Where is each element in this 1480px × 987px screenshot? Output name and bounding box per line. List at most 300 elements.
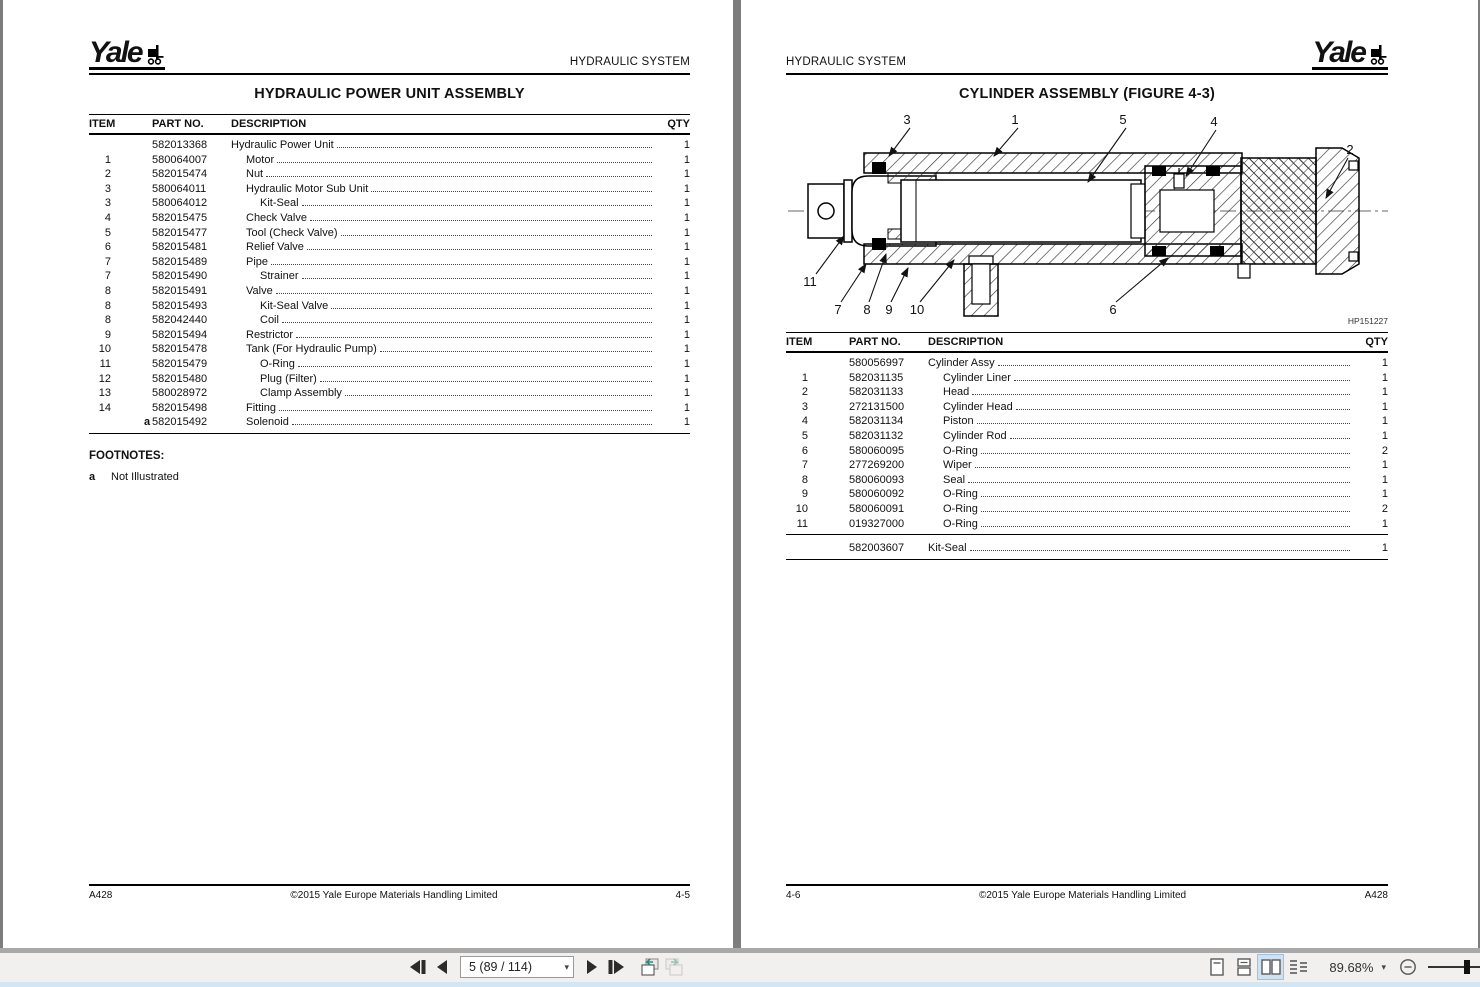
description-text: Solenoid: [246, 416, 289, 429]
cell-qty: 1: [683, 197, 690, 210]
brand-text: Yale: [1312, 36, 1365, 69]
dot-leader: [371, 182, 652, 192]
brand-text: Yale: [89, 36, 142, 69]
zoom-slider[interactable]: [1428, 955, 1480, 979]
cell-part-number: 580064012: [152, 197, 208, 210]
cell-part-number: 582031133: [849, 386, 904, 399]
footnotes-title: FOOTNOTES:: [89, 449, 165, 462]
description-text: Cylinder Assy: [928, 357, 995, 369]
dot-leader: [302, 269, 652, 279]
cell-part-number: 580064007: [152, 153, 208, 166]
cell-description: [928, 385, 1358, 400]
cell-item: 5: [104, 226, 111, 239]
cell-description: [928, 473, 1358, 488]
cell-description: [928, 400, 1358, 415]
dot-leader: [981, 444, 1350, 454]
cell-qty: 1: [683, 357, 690, 370]
page-number-field[interactable]: [460, 956, 574, 978]
dot-leader: [298, 357, 652, 367]
table-body: [786, 353, 1388, 556]
page-header: [89, 0, 690, 75]
table-row: [89, 386, 690, 401]
cell-qty: 1: [683, 168, 690, 181]
cell-description: [928, 517, 1358, 532]
cell-part-number: 582031132: [849, 429, 904, 442]
forklift-icon: [1368, 43, 1388, 65]
continuous-view-button[interactable]: [1231, 955, 1256, 979]
cell-qty: 1: [683, 343, 690, 356]
dot-leader: [331, 299, 652, 309]
cell-part-number: 582015493: [152, 299, 208, 312]
table-row: [786, 371, 1388, 386]
cell-qty: 1: [1381, 386, 1388, 399]
cell-qty: 1: [1381, 473, 1388, 486]
cell-item: 2: [801, 386, 808, 399]
callout-5: 5: [1119, 112, 1127, 127]
col-header-item: ITEM: [89, 118, 116, 130]
callout-8: 8: [863, 302, 871, 317]
cell-description: [928, 502, 1358, 517]
table-row: [786, 429, 1388, 444]
table-row: [89, 284, 690, 299]
page-title: HYDRAULIC POWER UNIT ASSEMBLY: [254, 86, 525, 102]
callout-2: 2: [1346, 142, 1354, 157]
cell-part-number: 580060091: [849, 502, 905, 515]
cell-qty: 2: [1381, 502, 1388, 515]
cell-item: 8: [104, 284, 111, 297]
table-row: [786, 414, 1388, 429]
description-text: Strainer: [260, 270, 299, 283]
caret-down-icon[interactable]: ▾: [1381, 961, 1386, 972]
table-row: [89, 211, 690, 226]
cell-qty: 1: [683, 299, 690, 312]
figure-code: HP151227: [1347, 316, 1388, 326]
callout-1: 1: [1011, 112, 1019, 127]
page-navigation: [406, 955, 686, 979]
col-header-part: PART NO.: [849, 336, 901, 348]
cell-item: 7: [801, 459, 808, 472]
description-text: Hydraulic Motor Sub Unit: [246, 182, 369, 195]
footer-left: A428: [89, 890, 113, 901]
cell-description: [231, 328, 660, 343]
table-row: [89, 357, 690, 372]
cell-part-number: 582031134: [849, 415, 904, 428]
table-row: [89, 167, 690, 182]
zoom-level-value[interactable]: 89.68%: [1329, 959, 1374, 975]
table-bottom-rule: [89, 433, 690, 434]
yale-logo: [1312, 36, 1388, 70]
cell-description: [231, 386, 660, 401]
cell-qty: 1: [683, 241, 690, 254]
cylinder-assembly-figure: [786, 106, 1388, 330]
dot-leader: [998, 356, 1350, 366]
cell-item: 8: [801, 473, 808, 486]
cell-qty: 1: [1381, 459, 1388, 472]
footer-right: 4-5: [675, 890, 690, 901]
description-text: Kit-Seal: [928, 542, 967, 555]
table-header-row: [786, 332, 1388, 353]
cell-part-number: 580064011: [152, 182, 207, 195]
cell-part-number: 582015474: [152, 168, 208, 181]
table-row: [786, 385, 1388, 400]
description-text: Check Valve: [246, 211, 307, 224]
footnote-key: a: [89, 470, 96, 483]
cell-item: 13: [98, 387, 111, 400]
cell-part-number: 582015494: [152, 328, 208, 341]
next-page-button[interactable]: [580, 955, 604, 979]
previous-view-button[interactable]: [638, 955, 662, 979]
cell-description: [928, 458, 1358, 473]
page-footer: [786, 884, 1388, 901]
table-row: [89, 138, 690, 153]
cell-description: [231, 372, 660, 387]
description-text: Seal: [943, 473, 966, 486]
cell-part-number: 582042440: [152, 314, 208, 327]
table-row: [89, 313, 690, 328]
cell-description: [928, 541, 1358, 556]
cell-part-number: 580056997: [849, 357, 905, 369]
description-text: O-Ring: [943, 517, 978, 530]
dot-leader: [266, 167, 652, 177]
table-row: [786, 400, 1388, 415]
description-text: Relief Valve: [246, 241, 304, 254]
cell-qty: 1: [1381, 488, 1388, 501]
dot-leader: [1014, 371, 1350, 381]
dot-leader: [282, 313, 652, 323]
cell-part-number: 582015489: [152, 255, 208, 268]
previous-page-button[interactable]: [430, 955, 454, 979]
cell-description: [928, 487, 1358, 502]
cell-qty: 1: [683, 226, 690, 239]
footnotes: [89, 450, 690, 483]
cell-item: 2: [104, 168, 111, 181]
dot-leader: [320, 372, 652, 382]
cell-qty: 1: [683, 314, 690, 327]
description-text: Nut: [246, 168, 264, 181]
page-number-value: 5 (89 / 114): [469, 960, 533, 974]
two-page-continuous-view-button[interactable]: [1285, 955, 1310, 979]
dot-leader: [972, 385, 1350, 395]
cell-description: [231, 153, 660, 168]
cell-qty: 1: [683, 387, 690, 400]
description-text: Cylinder Rod: [943, 429, 1007, 442]
cell-part-number: 582015479: [152, 357, 208, 370]
table-row: [89, 415, 690, 430]
dot-leader: [970, 541, 1350, 551]
dot-leader: [277, 153, 652, 163]
cell-part-number: 582013368: [152, 139, 208, 151]
col-header-item: ITEM: [786, 336, 813, 348]
table-row: [89, 299, 690, 314]
footnote-marker: a: [144, 416, 151, 429]
description-text: Wiper: [943, 459, 972, 472]
cell-item: 1: [104, 153, 111, 166]
table-header-row: [89, 114, 690, 135]
document-page-left: [3, 0, 733, 948]
cell-part-number: 277269200: [849, 459, 905, 472]
cell-item: 9: [801, 488, 808, 501]
description-text: Kit-Seal Valve: [260, 299, 329, 312]
next-view-button[interactable]: [662, 955, 686, 979]
col-header-description: DESCRIPTION: [231, 118, 307, 130]
zoom-slider-handle[interactable]: [1464, 960, 1470, 974]
table-row: [89, 342, 690, 357]
cell-qty: 1: [683, 328, 690, 341]
dot-leader: [292, 415, 652, 425]
footer-center: ©2015 Yale Europe Materials Handling Limited: [978, 890, 1187, 901]
cell-qty: 1: [683, 211, 690, 224]
col-header-qty: QTY: [1365, 336, 1388, 348]
cell-qty: 1: [1381, 371, 1388, 384]
cell-part-number: 580060093: [849, 473, 905, 486]
footnote-text: Not Illustrated: [111, 470, 179, 483]
cell-qty: 1: [683, 372, 690, 385]
cell-item: 11: [796, 517, 808, 530]
cell-qty: 1: [683, 416, 690, 429]
cell-item: 3: [801, 400, 808, 413]
cell-part-number: 582015480: [152, 372, 208, 385]
single-page-view-button[interactable]: [1204, 955, 1229, 979]
callout-9: 9: [885, 302, 893, 317]
description-text: Clamp Assembly: [260, 387, 342, 400]
callout-11: 11: [803, 274, 817, 289]
dot-leader: [968, 473, 1350, 483]
table-row: [89, 196, 690, 211]
cell-item: 4: [801, 415, 808, 428]
col-header-description: DESCRIPTION: [928, 336, 1004, 348]
page-title: CYLINDER ASSEMBLY (FIGURE 4-3): [958, 86, 1216, 102]
cell-item: 9: [104, 328, 111, 341]
cell-item: 3: [104, 182, 111, 195]
cell-description: [928, 444, 1358, 459]
document-page-right: [741, 0, 1478, 948]
table-body: [89, 135, 690, 430]
status-bar-strip: [0, 982, 1480, 987]
dot-leader: [310, 211, 652, 221]
callout-3: 3: [903, 112, 911, 127]
cell-description: [231, 138, 660, 153]
yale-logo: [89, 36, 165, 70]
first-page-button[interactable]: [406, 955, 430, 979]
cell-description: [928, 356, 1358, 371]
cell-qty: 1: [1381, 357, 1388, 369]
cell-qty: 2: [1381, 444, 1388, 457]
cell-description: [928, 414, 1358, 429]
caret-down-icon[interactable]: ▾: [564, 961, 569, 972]
dot-leader: [981, 487, 1350, 497]
cell-qty: 1: [683, 284, 690, 297]
description-text: Piston: [943, 415, 974, 428]
page-header: [786, 0, 1388, 75]
cell-description: [231, 401, 660, 416]
viewer-toolbar: [0, 953, 1480, 982]
description-text: O-Ring: [943, 444, 978, 457]
cell-qty: 1: [1381, 517, 1388, 530]
cell-description: [928, 429, 1358, 444]
dot-leader: [341, 226, 653, 236]
cell-qty: 1: [683, 401, 690, 414]
cell-item: 5: [801, 429, 808, 442]
dot-leader: [345, 386, 652, 396]
description-text: Hydraulic Power Unit: [231, 139, 334, 151]
dot-leader: [1010, 429, 1350, 439]
description-text: O-Ring: [260, 357, 295, 370]
table-row: [786, 541, 1388, 556]
cell-description: [231, 342, 660, 357]
cell-description: [231, 255, 660, 270]
cell-description: [231, 299, 660, 314]
table-row: [786, 458, 1388, 473]
table-row: [89, 255, 690, 270]
table-row: [89, 401, 690, 416]
cell-part-number: 582015478: [152, 343, 208, 356]
cell-description: [231, 211, 660, 226]
cell-part-number: 019327000: [849, 517, 905, 530]
dot-leader: [307, 240, 652, 250]
section-header: HYDRAULIC SYSTEM: [569, 56, 690, 68]
table-bottom-rule: [786, 559, 1388, 560]
cell-description: [231, 196, 660, 211]
col-header-qty: QTY: [667, 118, 690, 130]
cell-item: 1: [801, 371, 808, 384]
two-page-view-button[interactable]: [1258, 955, 1283, 979]
dot-leader: [977, 414, 1350, 424]
description-text: O-Ring: [943, 502, 978, 515]
table-group-separator: [786, 534, 1388, 535]
cylinder-cross-section-drawing: [786, 106, 1390, 330]
cell-description: [231, 313, 660, 328]
dot-leader: [302, 196, 652, 206]
cell-description: [231, 415, 660, 430]
dot-leader: [1016, 400, 1350, 410]
description-text: Tank (For Hydraulic Pump): [246, 343, 377, 356]
description-text: Restrictor: [246, 328, 294, 341]
cell-part-number: 580060095: [849, 444, 905, 457]
cell-part-number: 580060092: [849, 488, 905, 501]
table-row: [89, 226, 690, 241]
dot-leader: [337, 138, 652, 148]
cell-description: [231, 284, 660, 299]
dot-leader: [981, 502, 1350, 512]
footer-center: ©2015 Yale Europe Materials Handling Limited: [290, 890, 498, 901]
last-page-button[interactable]: [604, 955, 628, 979]
table-row: [786, 487, 1388, 502]
table-row: [786, 517, 1388, 532]
cell-qty: 1: [683, 182, 690, 195]
cell-qty: 1: [1381, 400, 1388, 413]
description-text: Head: [943, 386, 970, 399]
cell-part-number: 582015490: [152, 270, 208, 283]
cell-description: [231, 167, 660, 182]
description-text: Tool (Check Valve): [246, 226, 338, 239]
description-text: Cylinder Liner: [943, 371, 1011, 384]
zoom-and-layout-controls: [1203, 955, 1480, 979]
forklift-icon: [145, 43, 165, 65]
cell-part-number: 582015498: [152, 401, 208, 414]
cell-part-number: 580028972: [152, 387, 208, 400]
dot-leader: [279, 401, 652, 411]
description-text: O-Ring: [943, 488, 978, 501]
cell-item: 6: [104, 241, 111, 254]
table-row: [786, 356, 1388, 371]
description-text: Pipe: [246, 255, 269, 268]
cell-item: 4: [104, 211, 111, 224]
cell-item: 10: [795, 502, 808, 515]
cell-part-number: 582015491: [152, 284, 208, 297]
cell-description: [231, 226, 660, 241]
cell-item: 8: [104, 299, 111, 312]
zoom-out-button[interactable]: [1396, 955, 1420, 979]
table-row: [89, 328, 690, 343]
footer-right: A428: [1364, 890, 1388, 901]
cell-item: 10: [98, 343, 111, 356]
cell-part-number: 272131500: [849, 400, 905, 413]
description-text: Plug (Filter): [260, 372, 317, 385]
callout-10: 10: [909, 302, 925, 317]
cell-qty: 1: [683, 153, 690, 166]
callout-7: 7: [834, 302, 842, 317]
table-row: [89, 240, 690, 255]
table-row: [89, 153, 690, 168]
cell-description: [231, 182, 660, 197]
dot-leader: [380, 342, 652, 352]
dot-leader: [296, 328, 652, 338]
cell-part-number: 582031135: [849, 371, 904, 384]
description-text: Cylinder Head: [943, 400, 1013, 413]
table-row: [89, 182, 690, 197]
footnote-item: [89, 471, 690, 483]
table-row: [89, 269, 690, 284]
callout-4: 4: [1210, 114, 1218, 129]
footer-left: 4-6: [786, 890, 801, 901]
dot-leader: [975, 458, 1350, 468]
table-row: [89, 372, 690, 387]
cell-item: 8: [104, 314, 111, 327]
table-row: [786, 444, 1388, 459]
description-text: Coil: [260, 314, 279, 327]
cell-item: 7: [104, 270, 111, 283]
cell-item: 14: [98, 401, 111, 414]
cell-part-number: 582003607: [849, 542, 905, 555]
cell-part-number: a 582015492: [144, 416, 208, 429]
cell-description: [231, 269, 660, 284]
cell-item: 7: [104, 255, 111, 268]
cell-qty: 1: [1381, 542, 1388, 555]
dot-leader: [276, 284, 652, 294]
description-text: Motor: [246, 153, 275, 166]
cell-description: [928, 371, 1358, 386]
zoom-slider-track[interactable]: [1428, 966, 1480, 968]
parts-table: [786, 332, 1388, 560]
cell-part-number: 582015481: [152, 241, 208, 254]
cell-item: 3: [104, 197, 111, 210]
table-row: [786, 502, 1388, 517]
description-text: Kit-Seal: [260, 197, 299, 210]
cell-qty: 1: [1381, 415, 1388, 428]
cell-qty: 1: [683, 270, 690, 283]
cell-part-number: 582015475: [152, 211, 208, 224]
cell-qty: 1: [683, 139, 690, 151]
cell-description: [231, 357, 660, 372]
description-text: Fitting: [246, 401, 276, 414]
dot-leader: [981, 517, 1350, 527]
section-header: HYDRAULIC SYSTEM: [786, 56, 907, 68]
dot-leader: [271, 255, 652, 265]
description-text: Valve: [246, 284, 273, 297]
cell-qty: 1: [683, 255, 690, 268]
cell-part-number: 582015477: [152, 226, 208, 239]
table-row: [786, 473, 1388, 488]
